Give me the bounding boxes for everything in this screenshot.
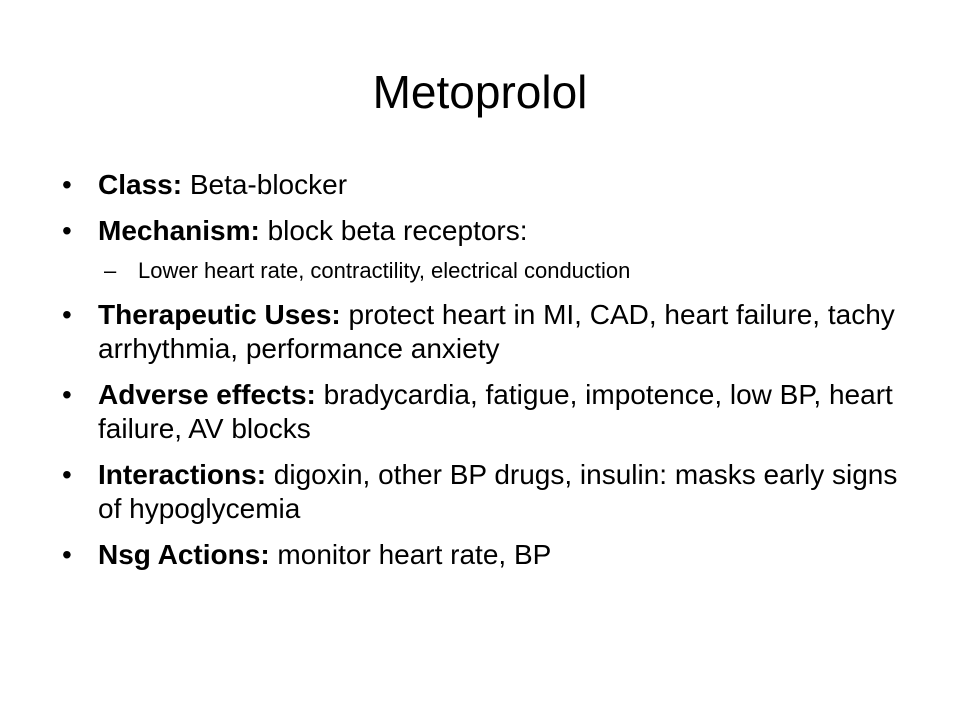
bullet-adverse-effects <box>60 378 900 446</box>
bullet-therapeutic-uses <box>60 298 900 366</box>
sub-bullet-text: Lower heart rate, contractility, electrical conduction <box>138 258 631 283</box>
bullet-icon: • <box>62 539 72 570</box>
bullet-text: Beta-blocker <box>182 169 348 200</box>
bullet-mechanism <box>60 214 900 248</box>
bullet-icon: • <box>62 379 72 410</box>
bullet-text: block beta receptors: <box>259 215 528 246</box>
bullet-nsg-actions <box>60 538 900 572</box>
bullet-label: Nsg Actions: <box>98 539 270 570</box>
bullet-class <box>60 168 900 202</box>
bullet-label: Therapeutic Uses: <box>98 299 341 330</box>
sub-bullet-mechanism-effects <box>60 256 900 286</box>
bullet-icon: • <box>62 299 72 330</box>
slide-title: Metoprolol <box>372 66 588 118</box>
bullet-label: Mechanism: <box>98 215 260 246</box>
bullet-icon: • <box>62 459 72 490</box>
bullet-text: monitor heart rate, BP <box>269 539 552 570</box>
bullet-icon: • <box>62 215 72 246</box>
bullet-label: Class: <box>98 169 183 200</box>
bullet-text: bradycardia, fatigue, impotence, low BP, heart failure, AV blocks <box>98 379 893 444</box>
dash-icon: – <box>104 258 117 283</box>
bullet-text: digoxin, other BP drugs, insulin: masks early signs of hypoglycemia <box>98 459 898 524</box>
bullet-icon: • <box>62 169 72 200</box>
bullet-label: Adverse effects: <box>98 379 316 410</box>
bullet-interactions <box>60 458 900 526</box>
bullet-text: protect heart in MI, CAD, heart failure, tachy arrhythmia, performance anxiety <box>98 299 895 364</box>
bullet-label: Interactions: <box>98 459 267 490</box>
bullet-list <box>60 168 900 584</box>
